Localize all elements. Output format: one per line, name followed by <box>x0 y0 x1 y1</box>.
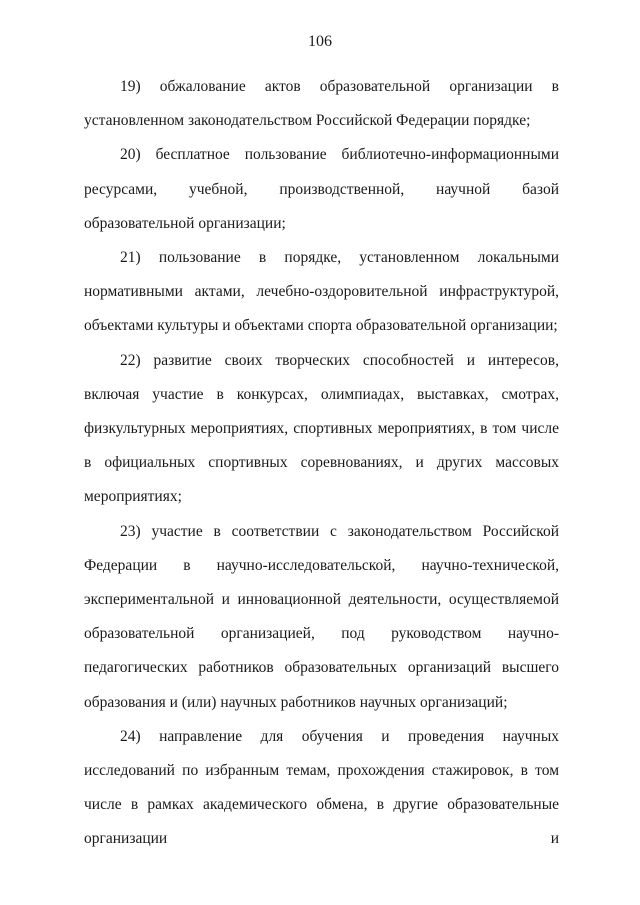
paragraph-item-20: 20) бесплатное пользование библиотечно-информационными ресурсами, учебной, производственной, научной базой образовательной организации; <box>84 146 559 232</box>
page-number: 106 <box>308 33 332 50</box>
paragraph-item-23: 23) участие в соответствии с законодательством Российской Федерации в научно-исследовательской, научно-технической, экспериментальной и инновационной деятельности, осуществляемой образовательной организацией, под руководством научно-педагогических работников образовательных организаций высшего образования и (или) научных работников научных организаций; <box>84 522 559 711</box>
paragraph-item-19: 19) обжалование актов образовательной организации в установленном законодательством Российской Федерации порядке; <box>84 78 559 130</box>
paragraph-item-21: 21) пользование в порядке, установленном локальными нормативными актами, лечебно-оздоровительной инфраструктурой, объектами культуры и объектами спорта образовательной организации; <box>84 249 559 335</box>
paragraph-item-24: 24) направление для обучения и проведения научных исследований по избранным темам, прохождения стажировок, в том числе в рамках академического обмена, в другие образовательные организации и <box>84 727 559 848</box>
paragraph-item-22: 22) развитие своих творческих способностей и интересов, включая участие в конкурсах, олимпиадах, выставках, смотрах, физкультурных мероприятиях, спортивных мероприятиях, в том числе в официальных спортивных соревнованиях, и других массовых мероприятиях; <box>84 351 559 506</box>
document-body <box>84 70 559 857</box>
